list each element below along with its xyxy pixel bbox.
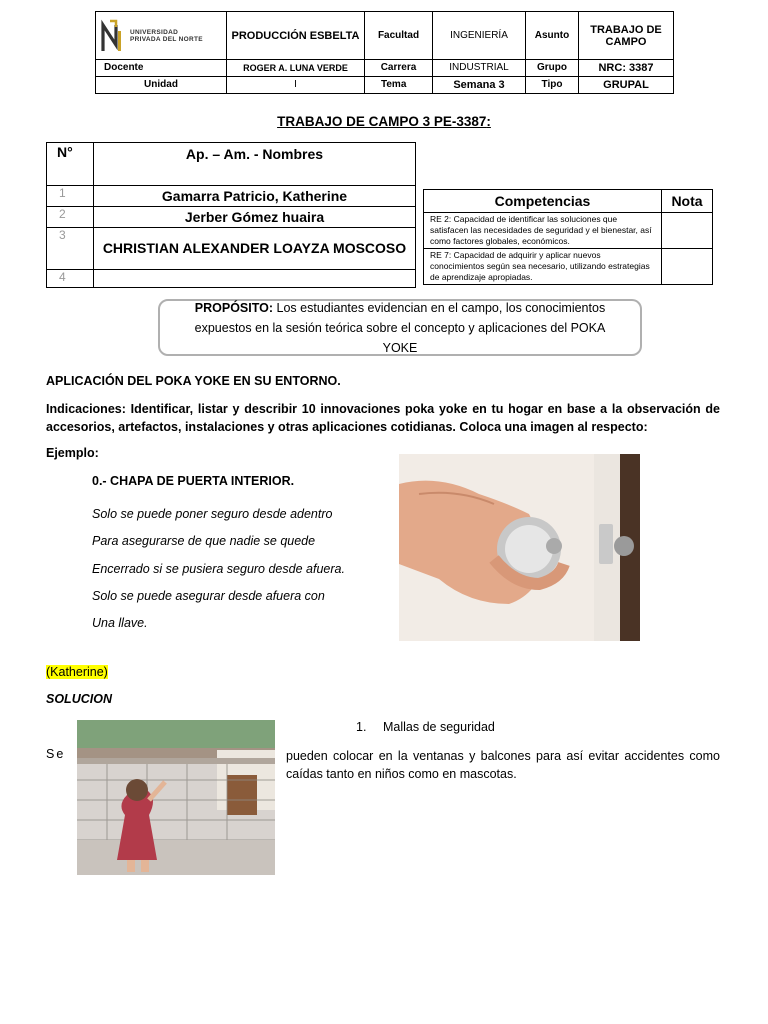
door-knob-image xyxy=(399,454,640,641)
row-name xyxy=(94,270,416,288)
page-title-suffix: : xyxy=(486,114,491,129)
col-num-header: N° xyxy=(47,143,94,186)
asunto-label: Asunto xyxy=(526,12,579,60)
row-num: 2 xyxy=(47,207,94,228)
purpose-text: Los estudiantes evidencian en el campo, los conocimientos expuestos en la sesión teórica sobre el concepto y aplicaciones del POKA YOKE xyxy=(194,300,606,355)
author-tag-text: (Katherine) xyxy=(46,665,108,679)
example-item-title: 0.- CHAPA DE PUERTA INTERIOR. xyxy=(92,474,295,488)
facultad-value: INGENIERÍA xyxy=(433,12,526,60)
competencies-header: Competencias xyxy=(424,190,662,213)
logo-text-line1: UNIVERSIDAD xyxy=(130,28,179,36)
competencies-table xyxy=(423,189,713,285)
nota-header: Nota xyxy=(662,190,713,213)
purpose-label: PROPÓSITO: xyxy=(194,300,274,315)
solution-lead: Se xyxy=(46,747,66,761)
example-label: Ejemplo: xyxy=(46,446,99,460)
col-name-header: Ap. – Am. - Nombres xyxy=(94,143,416,186)
example-line: Para asegurarse de que nadie se quede xyxy=(92,534,316,549)
author-tag xyxy=(46,665,108,679)
grupo-value: NRC: 3387 xyxy=(579,60,674,76)
course-cell: PRODUCCIÓN ESBELTA xyxy=(227,12,365,60)
row-name: CHRISTIAN ALEXANDER LOAYZA MOSCOSO xyxy=(94,228,416,270)
instructions-label: Indicaciones: xyxy=(46,402,126,416)
solution-item-number: 1. xyxy=(356,720,367,734)
nota-cell xyxy=(662,249,713,285)
solution-label: SOLUCION xyxy=(46,692,112,706)
tema-value: Semana 3 xyxy=(433,76,526,93)
row-num: 1 xyxy=(47,186,94,207)
nota-cell xyxy=(662,213,713,249)
instructions-text: Identificar, listar y describir 10 innovaciones poka yoke en tu hogar en base a la observación de accesorios, artefactos, instalaciones y otras aplicaciones cotidianas. Coloca una imagen al respecto: xyxy=(46,402,720,434)
grupo-label: Grupo xyxy=(526,60,579,76)
competency-row: RE 7: Capacidad de adquirir y aplicar nuevos conocimientos según sea necesario, utilizando estrategias de aprendizaje apropiadas. xyxy=(424,249,662,285)
example-line: Solo se puede asegurar desde afuera con xyxy=(92,588,325,603)
tipo-value: GRUPAL xyxy=(579,76,674,93)
instructions xyxy=(46,400,720,436)
carrera-label: Carrera xyxy=(365,60,433,76)
logo-text-line2: PRIVADA DEL NORTE xyxy=(130,35,203,43)
docente-label: Docente xyxy=(96,60,227,76)
asunto-value: TRABAJO DE CAMPO xyxy=(579,12,674,60)
docente-value: ROGER A. LUNA VERDE xyxy=(227,60,365,76)
safety-net-image xyxy=(77,720,275,875)
unidad-label: Unidad xyxy=(96,76,227,93)
competency-row: RE 2: Capacidad de identificar las soluciones que satisfacen las necesidades de seguridad y el bienestar, así como factores globales, económicos. xyxy=(424,213,662,249)
tema-label: Tema xyxy=(365,76,433,93)
purpose-box xyxy=(158,299,642,356)
facultad-label: Facultad xyxy=(365,12,433,60)
solution-text: pueden colocar en la ventanas y balcones para así evitar accidentes como caídas tanto en niños como en mascotas. xyxy=(286,749,720,781)
row-num: 3 xyxy=(47,228,94,270)
university-logo-icon xyxy=(100,19,126,53)
row-num: 4 xyxy=(47,270,94,288)
example-description xyxy=(92,501,345,637)
row-name: Jerber Gómez huaira xyxy=(94,207,416,228)
example-line: Solo se puede poner seguro desde adentro xyxy=(92,507,333,521)
header-table xyxy=(95,11,674,94)
carrera-value: INDUSTRIAL xyxy=(433,60,526,76)
page-title xyxy=(0,114,768,129)
logo-cell xyxy=(96,12,227,60)
page-title-text: TRABAJO DE CAMPO 3 PE-3387 xyxy=(277,114,487,129)
names-table xyxy=(46,142,416,288)
example-line: Una llave. xyxy=(92,616,148,631)
unidad-value: I xyxy=(227,76,365,93)
section-heading: APLICACIÓN DEL POKA YOKE EN SU ENTORNO. xyxy=(46,374,341,388)
solution-item-title: Mallas de seguridad xyxy=(383,720,495,734)
example-line: Encerrado si se pusiera seguro desde afuera. xyxy=(92,561,345,576)
row-name: Gamarra Patricio, Katherine xyxy=(94,186,416,207)
tipo-label: Tipo xyxy=(526,76,579,93)
